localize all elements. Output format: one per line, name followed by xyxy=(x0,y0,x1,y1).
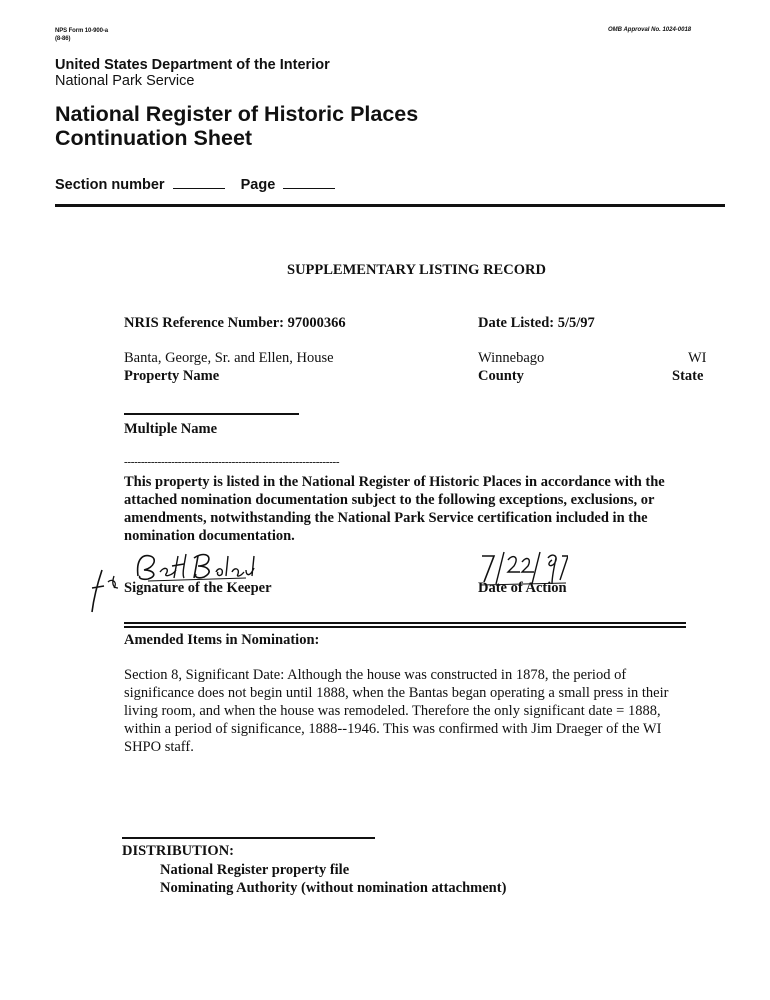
property-name-value: Banta, George, Sr. and Ellen, House xyxy=(124,350,334,366)
statement-line-2: attached nomination documentation subject to the following exceptions, exclusions, or xyxy=(124,492,655,508)
section-page-line xyxy=(55,177,335,193)
amended-line-3: living room, and when the house was remodeled. Therefore the only significant date = 1888, xyxy=(124,703,661,719)
amended-line-1: Section 8, Significant Date: Although the house was constructed in 1878, the period of xyxy=(124,667,627,683)
distribution-label: DISTRIBUTION: xyxy=(122,843,234,859)
continuation-title: Continuation Sheet xyxy=(55,126,253,150)
statement-line-3: amendments, notwithstanding the National Park Service certification included in the xyxy=(124,510,648,526)
for-mark xyxy=(88,566,122,616)
form-number: NPS Form 10-900-a xyxy=(55,28,108,34)
county-value: Winnebago xyxy=(478,350,545,366)
multiple-name-label: Multiple Name xyxy=(124,421,218,437)
amended-line-4: within a period of significance, 1888--1946. This was confirmed with Jim Draeger of the WI xyxy=(124,721,662,737)
distribution-item: Nominating Authority (without nomination attachment) xyxy=(160,880,507,896)
service-name: National Park Service xyxy=(55,73,195,89)
section-number-blank xyxy=(173,187,225,189)
county-label: County xyxy=(478,368,524,384)
amended-line-2: significance does not begin until 1888, when the Bantas began operating a small press in their xyxy=(124,685,669,701)
statement-line-1: This property is listed in the National Register of Historic Places in accordance with the xyxy=(124,474,665,490)
double-rule-bottom xyxy=(124,626,686,628)
nris-reference: NRIS Reference Number: 97000366 xyxy=(124,315,346,331)
statement-line-4: nomination documentation. xyxy=(124,528,295,544)
dash-separator: ---------------------------------------------------------------- xyxy=(124,456,340,468)
form-date: (8-86) xyxy=(55,36,71,42)
section-number-label: Section number xyxy=(55,177,165,193)
amended-line-5: SHPO staff. xyxy=(124,739,194,755)
omb-approval: OMB Approval No. 1024-0018 xyxy=(608,27,692,33)
department-name: United States Department of the Interior xyxy=(55,57,330,73)
page-blank xyxy=(283,187,335,189)
multiple-name-blank xyxy=(124,413,299,415)
date-of-action-label: Date of Action xyxy=(478,580,567,596)
amended-heading: Amended Items in Nomination: xyxy=(124,632,320,648)
date-listed: Date Listed: 5/5/97 xyxy=(478,315,595,331)
state-label: State xyxy=(672,368,704,384)
record-heading: SUPPLEMENTARY LISTING RECORD xyxy=(287,262,546,278)
distribution-rule xyxy=(122,837,375,839)
signature-label: Signature of the Keeper xyxy=(124,580,272,596)
register-title: National Register of Historic Places xyxy=(55,102,419,126)
header-rule xyxy=(55,204,725,207)
distribution-item: National Register property file xyxy=(160,862,350,878)
state-value: WI xyxy=(688,350,707,366)
page-label: Page xyxy=(240,177,276,193)
double-rule-top xyxy=(124,622,686,624)
property-name-label: Property Name xyxy=(124,368,220,384)
